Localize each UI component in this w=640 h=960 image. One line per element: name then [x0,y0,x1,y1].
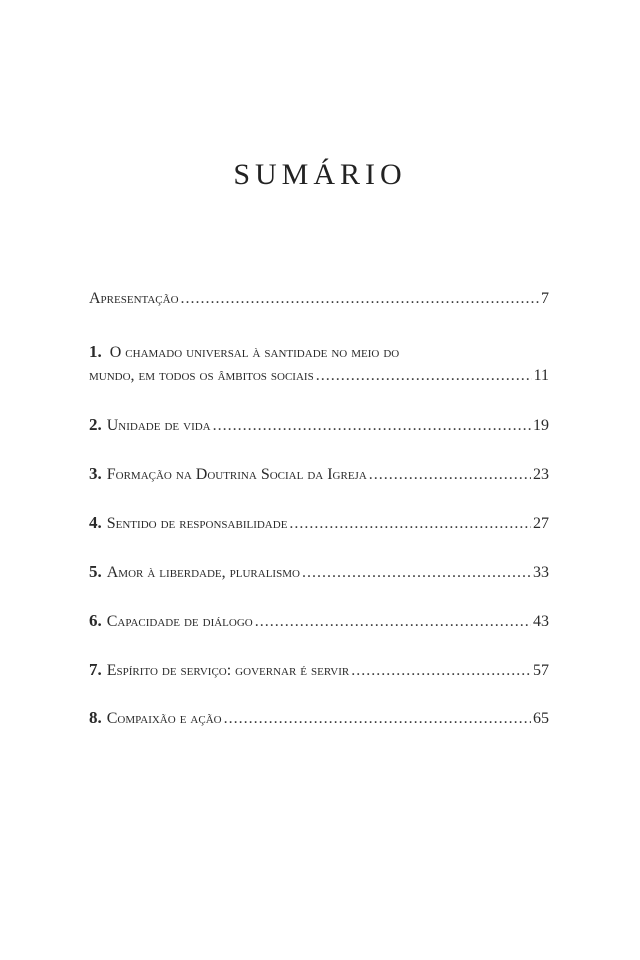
leader-dots [213,417,531,435]
toc-entry-label: Amor à liberdade, pluralismo [106,564,300,581]
toc-entry-number: 3. [89,464,102,483]
toc-entry-number: 1. [89,342,102,361]
toc-entry-number: 5. [89,562,102,581]
toc-entry-number: 8. [89,708,102,727]
toc-entry-page: 27 [533,515,549,532]
toc-entry-page: 33 [533,564,549,581]
toc-entry-6[interactable] [89,611,549,631]
toc-entry-page: 11 [533,367,549,384]
leader-dots [302,564,531,582]
toc-entry-number: 2. [89,415,102,434]
leader-dots [369,466,531,484]
leader-dots [181,290,539,308]
toc-entry-label: Unidade de vida [106,417,211,434]
toc-entry-number: 6. [89,611,102,630]
leader-dots [316,367,532,385]
leader-dots [224,710,531,728]
toc-entry-1-first-line[interactable] [89,342,549,362]
leader-dots [351,662,531,680]
toc-entry-label: mundo, em todos os âmbitos sociais [89,367,314,384]
page-title: SUMÁRIO [233,158,407,191]
toc-entry-3[interactable] [89,464,549,484]
toc-entry-1[interactable] [89,367,549,385]
toc-entry-7[interactable] [89,660,549,680]
toc-entry-label: Apresentação [89,290,179,307]
toc-entry-8[interactable] [89,708,549,728]
toc-entry-number: 4. [89,513,102,532]
toc-entry-label: Sentido de responsabilidade [106,515,288,532]
toc-entry-label: Capacidade de diálogo [106,613,253,630]
toc-entry-number: 7. [89,660,102,679]
toc-entry-page: 7 [541,290,549,307]
leader-dots [255,613,531,631]
leader-dots [289,515,531,533]
toc-entry-page: 43 [533,613,549,630]
toc-entry-label: Formação na Doutrina Social da Igreja [106,466,367,483]
toc-entry-page: 23 [533,466,549,483]
toc-entry-5[interactable] [89,562,549,582]
toc-entry-2[interactable] [89,415,549,435]
toc-entry-label: Compaixão e ação [106,710,222,727]
toc-entry-page: 19 [533,417,549,434]
toc-entry-4[interactable] [89,513,549,533]
toc-entry-label-line1: O chamado universal à santidade no meio do [109,344,400,361]
toc-entry-presentation[interactable] [89,290,549,308]
toc-entry-page: 57 [533,662,549,679]
toc-entry-label: Espírito de serviço: governar é servir [106,662,350,679]
toc-entry-page: 65 [533,710,549,727]
